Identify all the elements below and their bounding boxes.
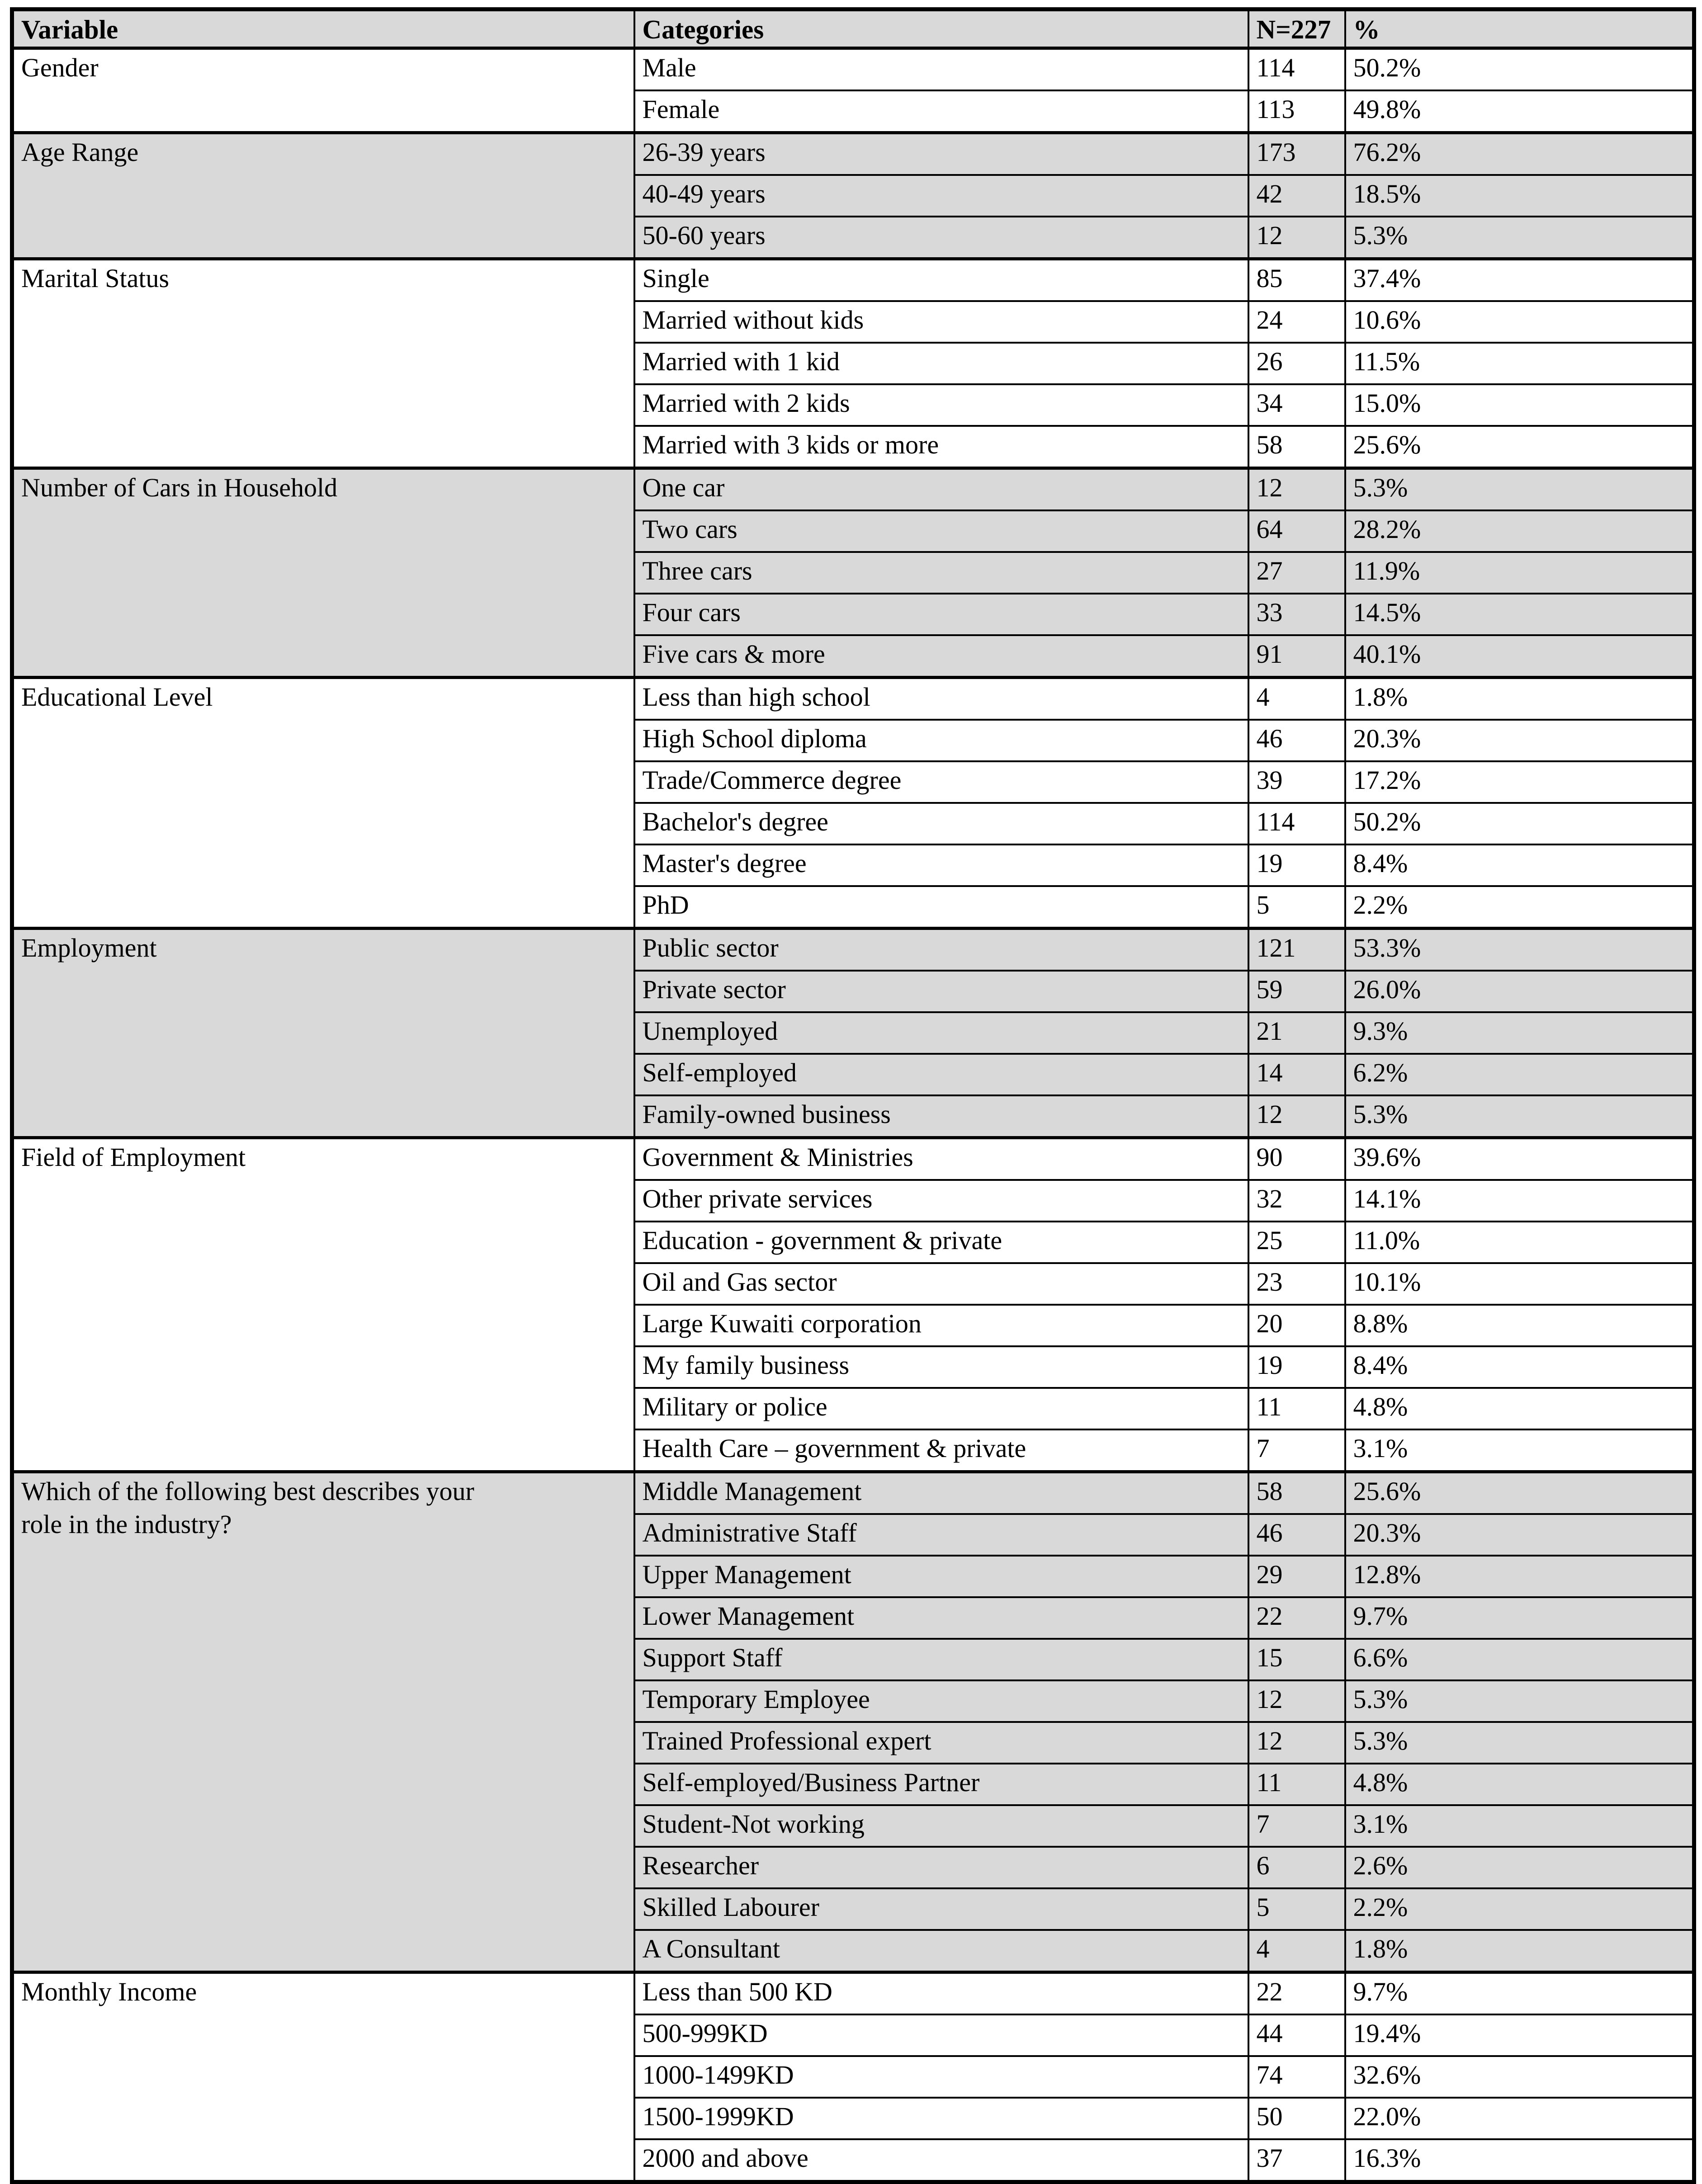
category-cell: Large Kuwaiti corporation [634,1305,1248,1346]
percent-cell: 1.8% [1345,678,1694,720]
category-cell: Trade/Commerce degree [634,761,1248,803]
percent-cell: 49.8% [1345,90,1694,133]
category-cell: One car [634,468,1248,511]
category-cell: Administrative Staff [634,1514,1248,1556]
count-cell: 4 [1248,678,1345,720]
category-cell: Middle Management [634,1472,1248,1514]
table-row [12,133,1694,175]
percent-cell: 18.5% [1345,175,1694,217]
count-cell: 50 [1248,2098,1345,2139]
percent-cell: 6.6% [1345,1639,1694,1680]
count-cell: 39 [1248,761,1345,803]
percent-cell: 9.3% [1345,1012,1694,1054]
category-cell: Researcher [634,1847,1248,1888]
category-cell: Self-employed [634,1054,1248,1095]
percent-cell: 1.8% [1345,1930,1694,1972]
category-cell: Married with 1 kid [634,343,1248,384]
category-cell: Temporary Employee [634,1680,1248,1722]
percent-cell: 37.4% [1345,259,1694,302]
percent-cell: 9.7% [1345,1972,1694,2015]
percent-cell: 2.2% [1345,886,1694,929]
count-cell: 11 [1248,1388,1345,1429]
count-cell: 46 [1248,720,1345,761]
count-cell: 19 [1248,844,1345,886]
count-cell: 121 [1248,929,1345,971]
table-row [12,1472,1694,1514]
table-body [12,48,1694,2182]
category-cell: Health Care – government & private [634,1429,1248,1472]
variable-cell: Number of Cars in Household [12,468,634,678]
variable-cell: Employment [12,929,634,1138]
percent-cell: 8.4% [1345,1346,1694,1388]
header-categories: Categories [634,9,1248,48]
category-cell: Lower Management [634,1597,1248,1639]
count-cell: 21 [1248,1012,1345,1054]
table-row [12,48,1694,91]
percent-cell: 50.2% [1345,48,1694,91]
count-cell: 5 [1248,1888,1345,1930]
percent-cell: 53.3% [1345,929,1694,971]
count-cell: 12 [1248,217,1345,259]
table-row [12,929,1694,971]
percent-cell: 22.0% [1345,2098,1694,2139]
percent-cell: 15.0% [1345,384,1694,426]
percent-cell: 4.8% [1345,1764,1694,1805]
percent-cell: 26.0% [1345,971,1694,1012]
percent-cell: 20.3% [1345,1514,1694,1556]
percent-cell: 5.3% [1345,1095,1694,1138]
category-cell: Male [634,48,1248,91]
count-cell: 91 [1248,635,1345,678]
table-row [12,1972,1694,2015]
count-cell: 46 [1248,1514,1345,1556]
category-cell: PhD [634,886,1248,929]
percent-cell: 39.6% [1345,1138,1694,1180]
count-cell: 26 [1248,343,1345,384]
category-cell: Master's degree [634,844,1248,886]
category-cell: Education - government & private [634,1222,1248,1263]
category-cell: Skilled Labourer [634,1888,1248,1930]
count-cell: 12 [1248,1680,1345,1722]
percent-cell: 6.2% [1345,1054,1694,1095]
category-cell: Public sector [634,929,1248,971]
percent-cell: 10.6% [1345,301,1694,343]
percent-cell: 25.6% [1345,426,1694,468]
category-cell: Less than high school [634,678,1248,720]
count-cell: 32 [1248,1180,1345,1222]
category-cell: 1000-1499KD [634,2056,1248,2098]
percent-cell: 4.8% [1345,1388,1694,1429]
category-cell: Five cars & more [634,635,1248,678]
demographics-table [10,7,1696,2184]
category-cell: Military or police [634,1388,1248,1429]
variable-cell: Age Range [12,133,634,259]
category-cell: Family-owned business [634,1095,1248,1138]
table-header [12,9,1694,48]
category-cell: Private sector [634,971,1248,1012]
percent-cell: 11.9% [1345,552,1694,594]
count-cell: 22 [1248,1972,1345,2015]
table-row [12,468,1694,511]
percent-cell: 12.8% [1345,1556,1694,1597]
count-cell: 5 [1248,886,1345,929]
category-cell: Four cars [634,594,1248,635]
count-cell: 25 [1248,1222,1345,1263]
header-row [12,9,1694,48]
percent-cell: 14.5% [1345,594,1694,635]
count-cell: 34 [1248,384,1345,426]
percent-cell: 25.6% [1345,1472,1694,1514]
category-cell: Self-employed/Business Partner [634,1764,1248,1805]
category-cell: Three cars [634,552,1248,594]
header-percent: % [1345,9,1694,48]
category-cell: Support Staff [634,1639,1248,1680]
category-cell: Oil and Gas sector [634,1263,1248,1305]
category-cell: My family business [634,1346,1248,1388]
percent-cell: 76.2% [1345,133,1694,175]
percent-cell: 32.6% [1345,2056,1694,2098]
count-cell: 90 [1248,1138,1345,1180]
count-cell: 58 [1248,1472,1345,1514]
percent-cell: 10.1% [1345,1263,1694,1305]
percent-cell: 11.5% [1345,343,1694,384]
percent-cell: 16.3% [1345,2139,1694,2182]
category-cell: Other private services [634,1180,1248,1222]
count-cell: 114 [1248,48,1345,91]
percent-cell: 40.1% [1345,635,1694,678]
category-cell: Government & Ministries [634,1138,1248,1180]
count-cell: 85 [1248,259,1345,302]
category-cell: Unemployed [634,1012,1248,1054]
count-cell: 22 [1248,1597,1345,1639]
count-cell: 37 [1248,2139,1345,2182]
category-cell: Female [634,90,1248,133]
percent-cell: 2.6% [1345,1847,1694,1888]
category-cell: Married with 3 kids or more [634,426,1248,468]
count-cell: 64 [1248,510,1345,552]
percent-cell: 8.8% [1345,1305,1694,1346]
count-cell: 6 [1248,1847,1345,1888]
count-cell: 27 [1248,552,1345,594]
category-cell: Two cars [634,510,1248,552]
count-cell: 44 [1248,2014,1345,2056]
category-cell: 1500-1999KD [634,2098,1248,2139]
category-cell: Upper Management [634,1556,1248,1597]
category-cell: 26-39 years [634,133,1248,175]
count-cell: 74 [1248,2056,1345,2098]
percent-cell: 2.2% [1345,1888,1694,1930]
count-cell: 7 [1248,1429,1345,1472]
percent-cell: 19.4% [1345,2014,1694,2056]
count-cell: 14 [1248,1054,1345,1095]
count-cell: 33 [1248,594,1345,635]
count-cell: 24 [1248,301,1345,343]
count-cell: 11 [1248,1764,1345,1805]
count-cell: 23 [1248,1263,1345,1305]
table-row [12,1138,1694,1180]
percent-cell: 28.2% [1345,510,1694,552]
count-cell: 20 [1248,1305,1345,1346]
percent-cell: 5.3% [1345,1680,1694,1722]
category-cell: Trained Professional expert [634,1722,1248,1764]
count-cell: 113 [1248,90,1345,133]
count-cell: 4 [1248,1930,1345,1972]
percent-cell: 50.2% [1345,803,1694,844]
category-cell: 500-999KD [634,2014,1248,2056]
category-cell: Married without kids [634,301,1248,343]
category-cell: Bachelor's degree [634,803,1248,844]
count-cell: 12 [1248,468,1345,511]
count-cell: 12 [1248,1095,1345,1138]
count-cell: 12 [1248,1722,1345,1764]
category-cell: Less than 500 KD [634,1972,1248,2015]
percent-cell: 5.3% [1345,217,1694,259]
count-cell: 19 [1248,1346,1345,1388]
percent-cell: 5.3% [1345,1722,1694,1764]
table-row [12,678,1694,720]
count-cell: 7 [1248,1805,1345,1847]
category-cell: A Consultant [634,1930,1248,1972]
count-cell: 42 [1248,175,1345,217]
variable-cell: Which of the following best describes your role in the industry? [12,1472,634,1972]
header-variable: Variable [12,9,634,48]
percent-cell: 9.7% [1345,1597,1694,1639]
category-cell: High School diploma [634,720,1248,761]
variable-cell: Marital Status [12,259,634,468]
percent-cell: 20.3% [1345,720,1694,761]
header-n: N=227 [1248,9,1345,48]
category-cell: 50-60 years [634,217,1248,259]
category-cell: 40-49 years [634,175,1248,217]
percent-cell: 3.1% [1345,1805,1694,1847]
percent-cell: 8.4% [1345,844,1694,886]
variable-cell: Educational Level [12,678,634,929]
count-cell: 29 [1248,1556,1345,1597]
variable-cell: Field of Employment [12,1138,634,1472]
percent-cell: 14.1% [1345,1180,1694,1222]
category-cell: Student-Not working [634,1805,1248,1847]
percent-cell: 5.3% [1345,468,1694,511]
category-cell: Single [634,259,1248,302]
category-cell: 2000 and above [634,2139,1248,2182]
count-cell: 114 [1248,803,1345,844]
percent-cell: 17.2% [1345,761,1694,803]
table-row [12,259,1694,302]
count-cell: 59 [1248,971,1345,1012]
count-cell: 58 [1248,426,1345,468]
percent-cell: 11.0% [1345,1222,1694,1263]
percent-cell: 3.1% [1345,1429,1694,1472]
variable-cell: Monthly Income [12,1972,634,2182]
category-cell: Married with 2 kids [634,384,1248,426]
variable-cell: Gender [12,48,634,133]
count-cell: 173 [1248,133,1345,175]
count-cell: 15 [1248,1639,1345,1680]
